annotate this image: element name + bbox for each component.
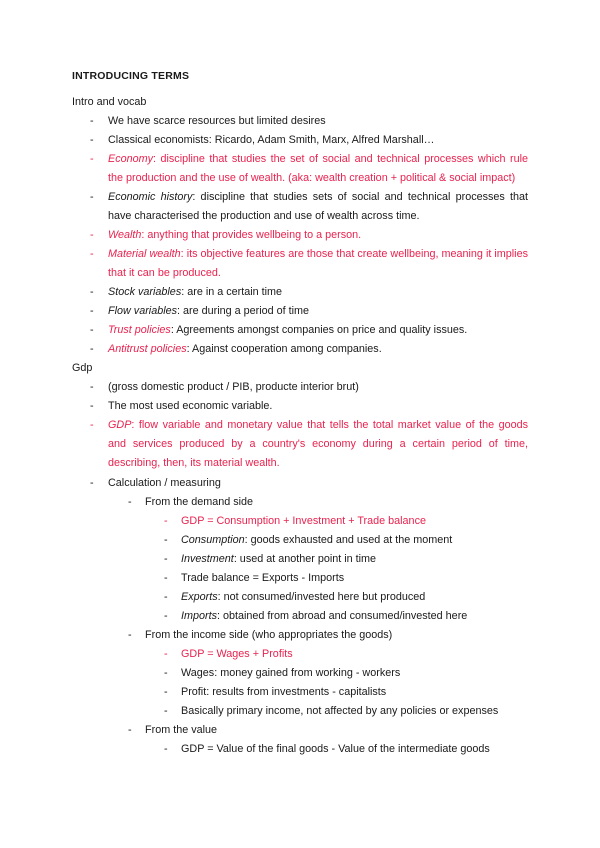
section-heading-gdp: Gdp <box>72 362 93 374</box>
page-title: INTRODUCING TERMS <box>72 70 190 82</box>
document-page: INTRODUCING TERMS Intro and vocab - We have scarce resources but limited desires - Classical economists: Ricardo, Adam Smith, Marx, Alfred Marshall… - Economy: discipline that studies the set of social and technical processes which rule the production and the use of wealth. (aka: wealth creation + political & social impact) - Economic history: discipline that studies sets of social and technical processes that have characterised the production and use of wealth across time. - Wealth: anything that provides wellbeing to a person. - Material wealth: its objective features are those that create wellbeing, meaning it implies that it can be produced. - Stock variables: are in a certain time - Flow variables: are during a period of time - Trust policies: Agreements amongst companies on price and quality issues. - Antitrust policies: Against cooperation among companies. Gdp - (gross domestic product / PIB, producte interior brut) - The most used economic variable. - GDP: flow variable and monetary value that tells the total market value of the goods and services produced by a country's economy during a certain period of time, describing, then, its material wealth. - Calculation / measuring - From the demand side - GDP = Consumption + Investment + Trade balance - Consumption: goods exhausted and used at the moment - Investment: used at another point in time - Trade balance = Exports - Imports - Exports: not consumed/invested here but produced - Imports: obtained from abroad and consumed/invested here - From the income side (who appropriates the goods) - GDP = Wages + Profits - Wages: money gained from working - workers - Profit: results from investments - capitalists - Basically primary income, not affected by any policies or expenses - From the value - GDP = Value of the final goods - Value of the intermediate goods <box>72 70 528 755</box>
list-item-definition: - Economy: discipline that studies the set of social and technical processes which rule the production and the use of wealth. (aka: wealth creation + political & social impact) <box>90 153 528 184</box>
list-item-definition: - Economic history: discipline that studies sets of social and technical processes that have characterised the production and use of wealth across time. <box>90 191 528 222</box>
section-heading-intro: Intro and vocab <box>72 96 147 108</box>
list-item-definition: - GDP: flow variable and monetary value that tells the total market value of the goods and services produced by a country's economy during a certain period of time, describing, then, its material wealth. <box>90 419 528 469</box>
list-item-definition: - Material wealth: its objective features are those that create wellbeing, meaning it implies that it can be produced. <box>90 248 528 279</box>
